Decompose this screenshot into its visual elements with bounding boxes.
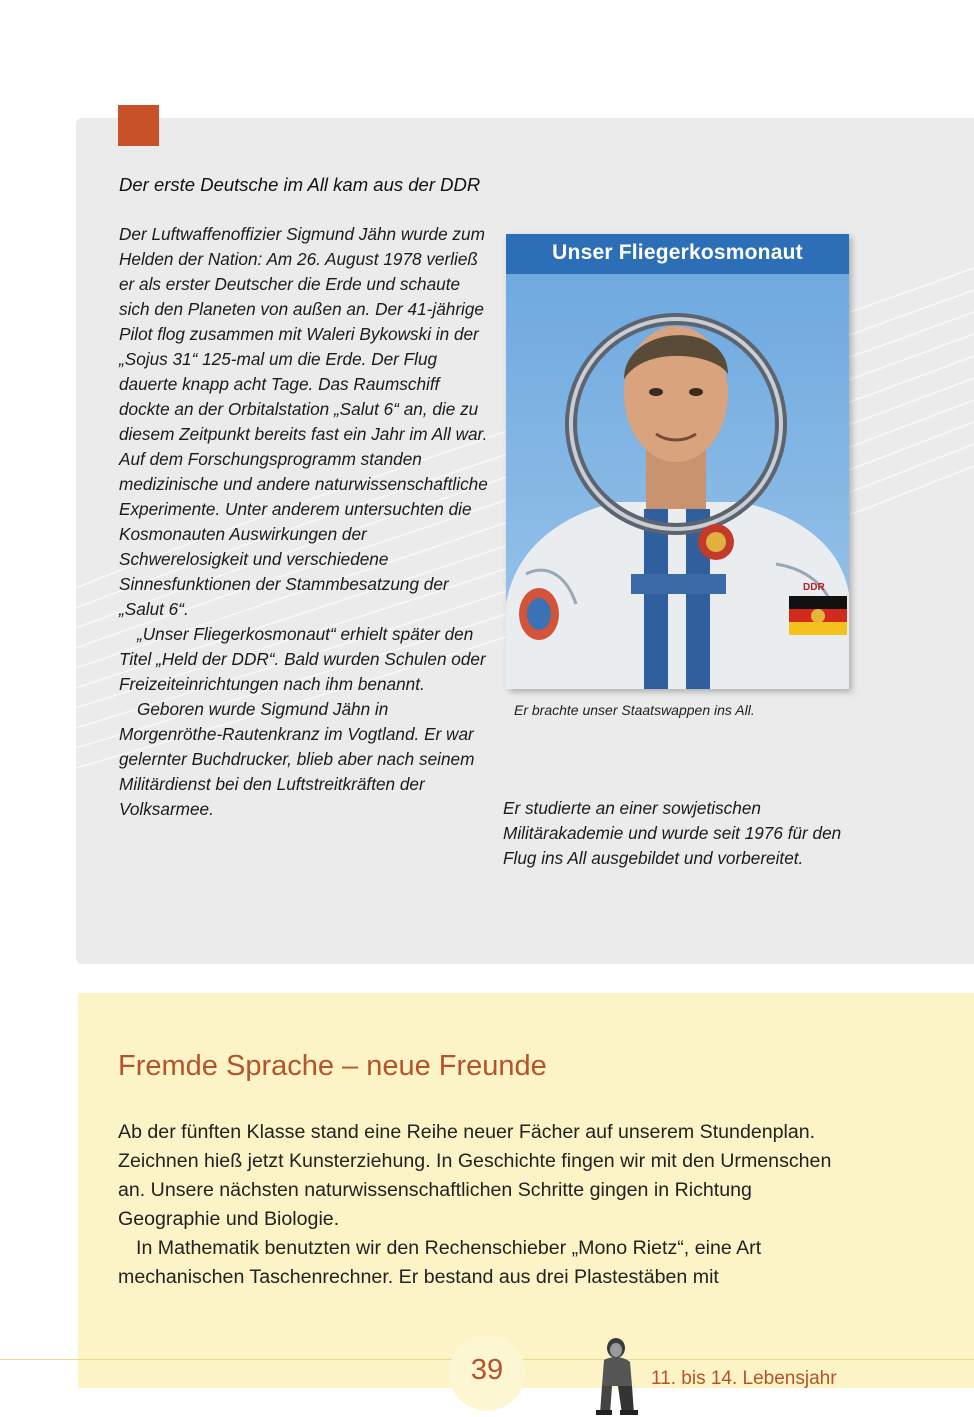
box-heading: Der erste Deutsche im All kam aus der DDR <box>119 174 481 195</box>
footer-age-label: 11. bis 14. Lebensjahr <box>651 1368 837 1389</box>
box-text-right-column <box>503 796 863 871</box>
photo-banner: Unser Fliegerkosmonaut <box>506 234 849 274</box>
body-paragraph: Ab der fünften Klasse stand eine Reihe neuer Fächer auf unserem Stundenplan. Zeichnen hieß jetzt Kunsterziehung. In Geschichte fingen wir mit den Urmenschen an. Unsere nächsten naturwissenschaftlichen Schritte gingen in Richtung Geographie und Biologie. <box>118 1121 832 1230</box>
box-paragraph: Er studierte an einer sowjetischen Militärakademie und wurde seit 1976 für den Flug ins All ausgebildet und vorbereitet. <box>503 798 842 868</box>
page-number: 39 <box>470 1354 504 1386</box>
accent-square <box>118 105 159 146</box>
box-text-left-column <box>119 222 491 822</box>
box-paragraph: Der Luftwaffenoffizier Sigmund Jähn wurde zum Helden der Nation: Am 26. August 1978 verließ er als erster Deutscher die Erde und schaute sich den Planeten von außen an. Der 41-jährige Pilot flog zusammen mit Waleri Bykowski in der „Sojus 31“ 125-mal um die Erde. Der Flug dauerte knapp acht Tage. Das Raumschiff dockte an der Orbitalstation „Salut 6“ an, die zu diesem Zeitpunkt bereits fast ein Jahr im All war. Auf dem Forschungsprogramm standen medizinische und andere naturwissenschaftliche Experimente. Unter anderem untersuchten die Kosmonauten Auswirkungen der Schwerelosigkeit und verschiedene Sinnesfunktionen der Stammbesatzung der „Salut 6“. <box>119 224 488 619</box>
photo-caption: Er brachte unser Staatswappen ins All. <box>514 702 755 718</box>
section-title: Fremde Sprache – neue Freunde <box>118 1050 547 1082</box>
cosmonaut-photo <box>506 234 849 689</box>
child-figure-icon <box>592 1336 642 1416</box>
section-body <box>118 1118 858 1292</box>
cosmonaut-illustration <box>506 274 849 689</box>
photo-flag-label: DDR <box>803 582 825 593</box>
box-paragraph: Geboren wurde Sigmund Jähn in Morgenröthe-Rautenkranz im Vogtland. Er war gelernter Buchdrucker, blieb aber nach seinem Militärdienst bei den Luftstreitkräften der Volksarmee. <box>119 699 475 819</box>
box-paragraph: „Unser Fliegerkosmonaut“ erhielt später den Titel „Held der DDR“. Bald wurden Schulen oder Freizeiteinrichtungen nach ihm benannt. <box>119 624 486 694</box>
body-paragraph: In Mathematik benutzten wir den Rechenschieber „Mono Rietz“, eine Art mechanischen Taschenrechner. Er bestand aus drei Plastestäben mit <box>118 1237 762 1288</box>
